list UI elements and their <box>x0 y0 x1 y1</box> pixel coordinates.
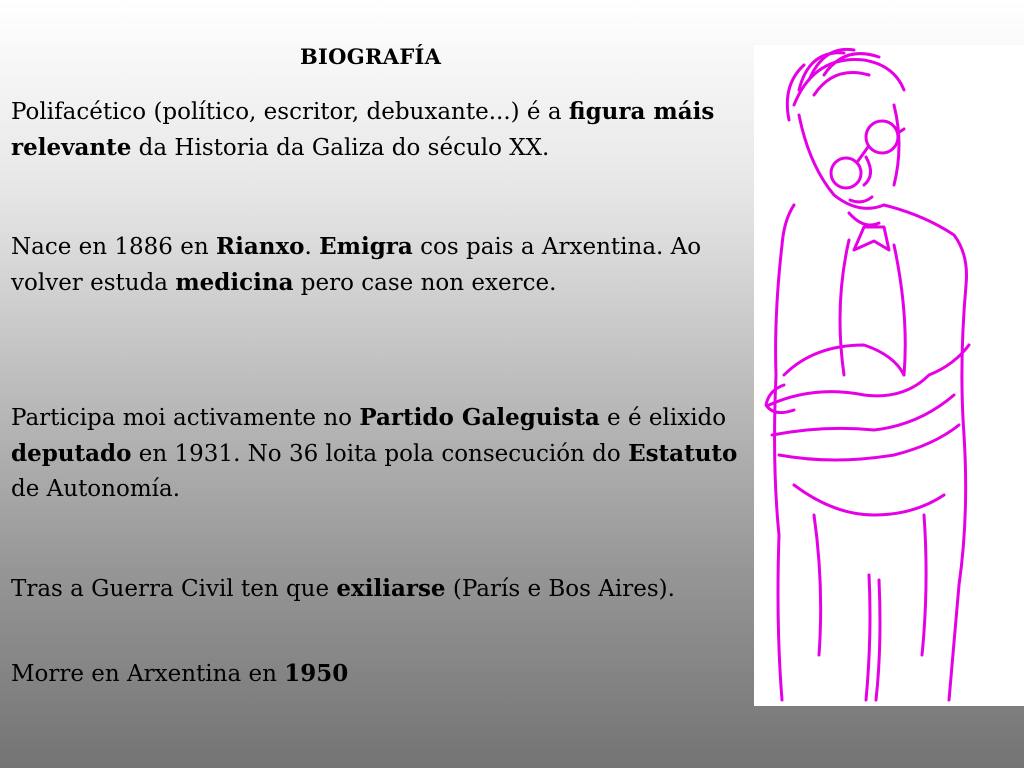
body-text: . <box>304 234 320 260</box>
body-text: da Historia da Galiza do século XX. <box>131 135 550 161</box>
body-text: Morre en Arxentina en <box>11 661 285 687</box>
emphasis-text: figura máis relevante <box>11 98 715 161</box>
body-text: e é elixido <box>599 405 727 431</box>
emphasis-text: Emigra <box>319 233 413 260</box>
caricature-illustration <box>754 45 1024 706</box>
body-text: en 1931. No 36 loita pola consecución do <box>131 441 629 467</box>
emphasis-text: medicina <box>175 269 294 296</box>
body-text: Nace en 1886 en <box>11 234 216 260</box>
caricature-drawing <box>754 45 1024 706</box>
body-text: cos pais a Arxentina. Ao volver estuda <box>11 234 702 296</box>
emphasis-text: deputado <box>11 440 132 467</box>
emphasis-text: Rianxo <box>215 233 305 260</box>
body-text: pero case non exerce. <box>293 270 557 296</box>
emphasis-text: 1950 <box>284 660 349 687</box>
body-text: (París e Bos Aires). <box>445 576 675 602</box>
paragraph-birth <box>11 229 756 301</box>
body-text: de Autonomía. <box>11 476 181 502</box>
body-text: Polifacético (político, escritor, debuxante...) é a <box>11 99 569 125</box>
emphasis-text: exiliarse <box>336 575 446 602</box>
paragraph-intro <box>11 94 756 166</box>
emphasis-text: Partido Galeguista <box>359 404 600 431</box>
paragraph-death <box>11 656 756 692</box>
slide-title: BIOGRAFÍA <box>300 44 442 69</box>
emphasis-text: Estatuto <box>628 440 738 467</box>
paragraph-politics <box>11 400 756 507</box>
body-text: Participa moi activamente no <box>11 405 360 431</box>
paragraph-exile <box>11 571 756 607</box>
body-text: Tras a Guerra Civil ten que <box>11 576 337 602</box>
